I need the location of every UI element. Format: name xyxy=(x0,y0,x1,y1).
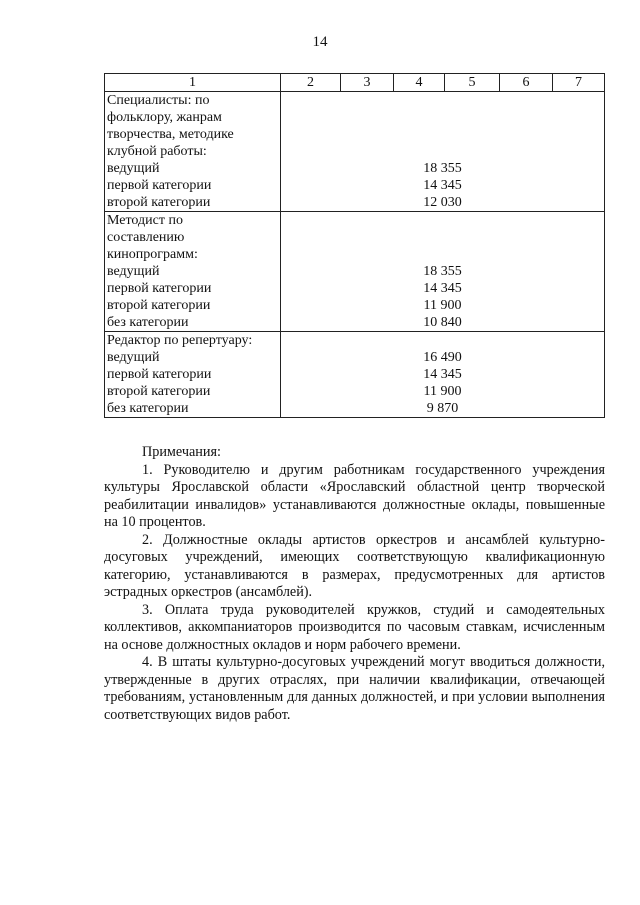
position-group-title: составлению xyxy=(107,230,185,245)
salary-table xyxy=(104,73,605,418)
column-header-5: 5 xyxy=(445,74,500,92)
salary-value: 14 345 xyxy=(423,178,462,193)
column-header-4: 4 xyxy=(394,74,445,92)
position-cell xyxy=(105,212,281,332)
position-label: без категории xyxy=(107,401,189,416)
column-header-2: 2 xyxy=(281,74,341,92)
note-paragraph: 2. Должностные оклады артистов оркестров и ансамблей культурно-досуговых учреждений, имеющих соответствующую квалификационную категорию, устанавливаются в размерах, предусмотренных для артистов эстрадных оркестров (ансамблей). xyxy=(104,531,605,600)
position-group-title: творчества, методике xyxy=(107,127,234,142)
position-label: без категории xyxy=(107,315,189,330)
position-label: первой категории xyxy=(107,367,212,382)
salary-value: 14 345 xyxy=(423,367,462,382)
position-label: второй категории xyxy=(107,195,211,210)
position-group-title: Методист по xyxy=(107,213,183,228)
position-label: второй категории xyxy=(107,384,211,399)
position-label: первой категории xyxy=(107,178,212,193)
notes-title: Примечания: xyxy=(142,444,221,460)
table-row-group-editor xyxy=(105,332,605,418)
table-header-row xyxy=(105,74,605,92)
column-header-7: 7 xyxy=(553,74,605,92)
position-label: первой категории xyxy=(107,281,212,296)
position-label: ведущий xyxy=(107,161,160,176)
salary-value: 14 345 xyxy=(423,281,462,296)
page-number: 14 xyxy=(312,34,328,50)
position-label: ведущий xyxy=(107,264,160,279)
note-paragraph: 3. Оплата труда руководителей кружков, студий и самодеятельных коллективов, аккомпаниаторов производится по часовым ставкам, исчисленным на основе должностных окладов и норм рабочего времени. xyxy=(104,601,605,653)
salary-value: 11 900 xyxy=(423,298,462,313)
salary-value: 12 030 xyxy=(423,195,462,210)
position-label: второй категории xyxy=(107,298,211,313)
column-header-1: 1 xyxy=(105,74,281,92)
position-group-title: Специалисты: по xyxy=(107,93,210,108)
position-label: ведущий xyxy=(107,350,160,365)
salary-value: 18 355 xyxy=(423,264,462,279)
salary-value: 16 490 xyxy=(423,350,462,365)
table-row-group-methodist xyxy=(105,212,605,332)
column-header-3: 3 xyxy=(341,74,394,92)
position-cell xyxy=(105,92,281,212)
column-header-6: 6 xyxy=(500,74,553,92)
salary-value: 9 870 xyxy=(426,401,459,416)
note-paragraph: 4. В штаты культурно-досуговых учреждений могут вводиться должности, утвержденные в других отраслях, при наличии квалификации, отвечающей требованиям, установленным для данных должностей, и при условии выполнения соответствующих видов работ. xyxy=(104,654,605,723)
table-row-group-specialists xyxy=(105,92,605,212)
notes-section xyxy=(104,444,605,724)
position-group-title: кинопрограмм: xyxy=(107,247,198,262)
salary-value: 11 900 xyxy=(423,384,462,399)
position-group-title: клубной работы: xyxy=(107,144,207,159)
position-group-title: фольклору, жанрам xyxy=(107,110,222,125)
salary-cell xyxy=(281,212,605,332)
position-group-title: Редактор по репертуару: xyxy=(107,333,253,348)
salary-cell xyxy=(281,332,605,418)
note-paragraph: 1. Руководителю и другим работникам государственного учреждения культуры Ярославской области «Ярославский областной центр творческой реабилитации инвалидов» устанавливаются должностные оклады, повышенные на 10 процентов. xyxy=(104,461,605,530)
position-cell xyxy=(105,332,281,418)
salary-cell xyxy=(281,92,605,212)
salary-value: 10 840 xyxy=(423,315,462,330)
salary-value: 18 355 xyxy=(423,161,462,176)
